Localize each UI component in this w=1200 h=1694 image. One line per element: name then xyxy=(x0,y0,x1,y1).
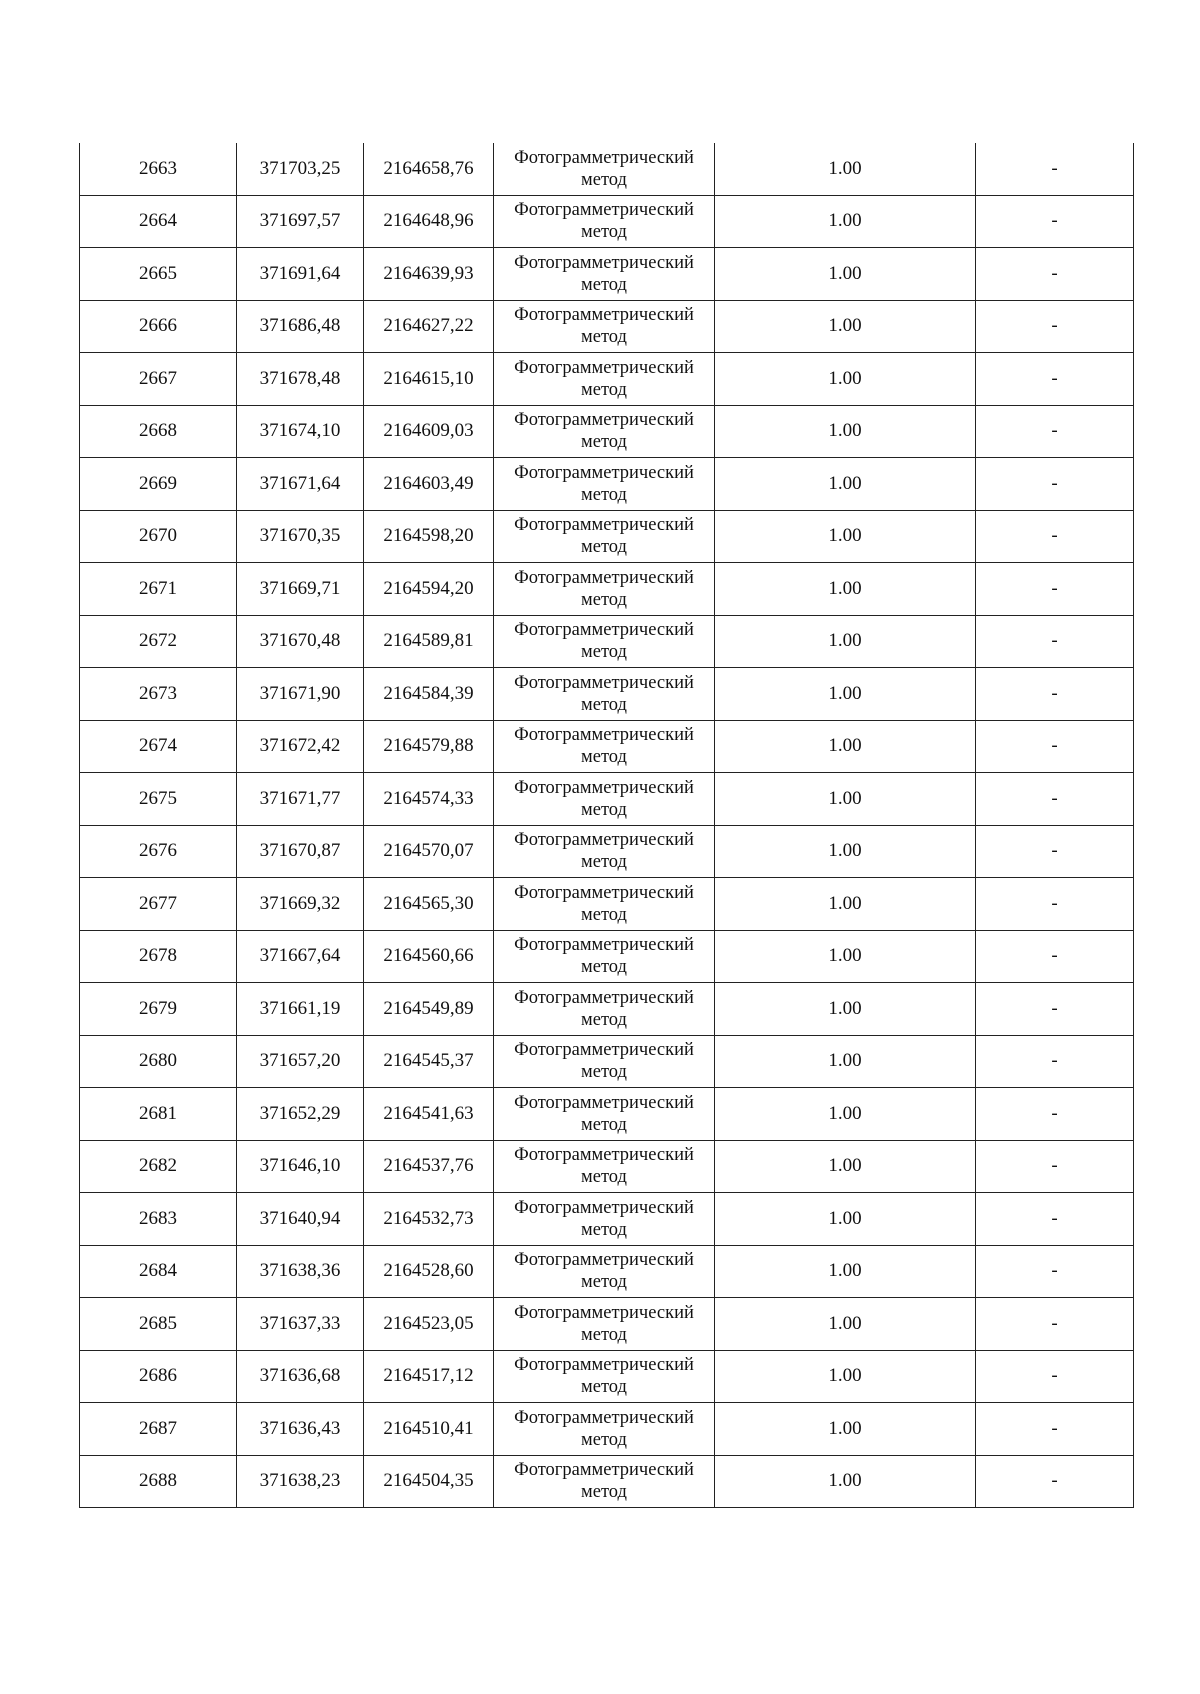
method-cell xyxy=(494,510,715,563)
y-coordinate-cell: 2164549,89 xyxy=(364,983,494,1036)
accuracy-cell: 1.00 xyxy=(715,300,976,353)
table-row xyxy=(80,195,1134,248)
point-number-cell: 2684 xyxy=(80,1245,237,1298)
method-text-line1: Фотограмметрический xyxy=(514,1460,694,1481)
table-row xyxy=(80,878,1134,931)
method-text-line2: метод xyxy=(581,274,627,295)
coordinates-table xyxy=(79,143,1134,1508)
method-text-line1: Фотограмметрический xyxy=(514,1407,694,1428)
y-coordinate-cell: 2164648,96 xyxy=(364,195,494,248)
x-coordinate-cell: 371686,48 xyxy=(237,300,364,353)
note-cell: - xyxy=(976,1245,1134,1298)
accuracy-cell: 1.00 xyxy=(715,1403,976,1456)
method-text-line1: Фотограмметрический xyxy=(514,462,694,483)
x-coordinate-cell: 371670,35 xyxy=(237,510,364,563)
accuracy-cell: 1.00 xyxy=(715,143,976,195)
x-coordinate-cell: 371657,20 xyxy=(237,1035,364,1088)
accuracy-cell: 1.00 xyxy=(715,825,976,878)
accuracy-cell: 1.00 xyxy=(715,1088,976,1141)
table-row xyxy=(80,668,1134,721)
method-text-line1: Фотограмметрический xyxy=(514,620,694,641)
table-row xyxy=(80,1403,1134,1456)
method-text-line1: Фотограмметрический xyxy=(514,1355,694,1376)
note-cell: - xyxy=(976,1298,1134,1351)
accuracy-cell: 1.00 xyxy=(715,668,976,721)
x-coordinate-cell: 371638,36 xyxy=(237,1245,364,1298)
x-coordinate-cell: 371671,77 xyxy=(237,773,364,826)
point-number-cell: 2673 xyxy=(80,668,237,721)
method-cell xyxy=(494,930,715,983)
table-row xyxy=(80,1140,1134,1193)
x-coordinate-cell: 371691,64 xyxy=(237,248,364,301)
point-number-cell: 2670 xyxy=(80,510,237,563)
note-cell: - xyxy=(976,143,1134,195)
y-coordinate-cell: 2164609,03 xyxy=(364,405,494,458)
accuracy-cell: 1.00 xyxy=(715,1140,976,1193)
note-cell: - xyxy=(976,563,1134,616)
point-number-cell: 2682 xyxy=(80,1140,237,1193)
point-number-cell: 2686 xyxy=(80,1350,237,1403)
method-text-line1: Фотограмметрический xyxy=(514,305,694,326)
x-coordinate-cell: 371671,64 xyxy=(237,458,364,511)
accuracy-cell: 1.00 xyxy=(715,878,976,931)
method-text-line1: Фотограмметрический xyxy=(514,1197,694,1218)
accuracy-cell: 1.00 xyxy=(715,510,976,563)
y-coordinate-cell: 2164584,39 xyxy=(364,668,494,721)
method-cell xyxy=(494,1350,715,1403)
method-cell xyxy=(494,1403,715,1456)
x-coordinate-cell: 371640,94 xyxy=(237,1193,364,1246)
method-text-line1: Фотограмметрический xyxy=(514,515,694,536)
y-coordinate-cell: 2164639,93 xyxy=(364,248,494,301)
accuracy-cell: 1.00 xyxy=(715,1350,976,1403)
method-cell xyxy=(494,825,715,878)
note-cell: - xyxy=(976,720,1134,773)
method-text-line2: метод xyxy=(581,1324,627,1345)
note-cell: - xyxy=(976,773,1134,826)
accuracy-cell: 1.00 xyxy=(715,1035,976,1088)
x-coordinate-cell: 371670,87 xyxy=(237,825,364,878)
accuracy-cell: 1.00 xyxy=(715,458,976,511)
point-number-cell: 2687 xyxy=(80,1403,237,1456)
y-coordinate-cell: 2164579,88 xyxy=(364,720,494,773)
note-cell: - xyxy=(976,930,1134,983)
table-row xyxy=(80,1193,1134,1246)
method-text-line1: Фотограмметрический xyxy=(514,935,694,956)
y-coordinate-cell: 2164523,05 xyxy=(364,1298,494,1351)
table-row xyxy=(80,615,1134,668)
table-row xyxy=(80,1035,1134,1088)
method-text-line2: метод xyxy=(581,1167,627,1188)
note-cell: - xyxy=(976,405,1134,458)
y-coordinate-cell: 2164658,76 xyxy=(364,143,494,195)
note-cell: - xyxy=(976,983,1134,1036)
point-number-cell: 2675 xyxy=(80,773,237,826)
method-cell xyxy=(494,1193,715,1246)
x-coordinate-cell: 371678,48 xyxy=(237,353,364,406)
method-text-line1: Фотограмметрический xyxy=(514,882,694,903)
method-text-line1: Фотограмметрический xyxy=(514,1040,694,1061)
y-coordinate-cell: 2164589,81 xyxy=(364,615,494,668)
method-cell xyxy=(494,878,715,931)
method-text-line1: Фотограмметрический xyxy=(514,830,694,851)
note-cell: - xyxy=(976,825,1134,878)
method-text-line2: метод xyxy=(581,1377,627,1398)
point-number-cell: 2664 xyxy=(80,195,237,248)
point-number-cell: 2685 xyxy=(80,1298,237,1351)
y-coordinate-cell: 2164504,35 xyxy=(364,1455,494,1508)
y-coordinate-cell: 2164565,30 xyxy=(364,878,494,931)
method-cell xyxy=(494,1140,715,1193)
accuracy-cell: 1.00 xyxy=(715,1455,976,1508)
x-coordinate-cell: 371670,48 xyxy=(237,615,364,668)
x-coordinate-cell: 371636,43 xyxy=(237,1403,364,1456)
x-coordinate-cell: 371636,68 xyxy=(237,1350,364,1403)
point-number-cell: 2677 xyxy=(80,878,237,931)
method-text-line2: метод xyxy=(581,642,627,663)
method-cell xyxy=(494,1245,715,1298)
accuracy-cell: 1.00 xyxy=(715,773,976,826)
method-text-line2: метод xyxy=(581,852,627,873)
point-number-cell: 2668 xyxy=(80,405,237,458)
table-row xyxy=(80,405,1134,458)
method-cell xyxy=(494,195,715,248)
accuracy-cell: 1.00 xyxy=(715,720,976,773)
note-cell: - xyxy=(976,248,1134,301)
table-row xyxy=(80,720,1134,773)
method-text-line2: метод xyxy=(581,747,627,768)
y-coordinate-cell: 2164545,37 xyxy=(364,1035,494,1088)
table-row xyxy=(80,1245,1134,1298)
method-text-line2: метод xyxy=(581,1272,627,1293)
x-coordinate-cell: 371638,23 xyxy=(237,1455,364,1508)
method-cell xyxy=(494,983,715,1036)
x-coordinate-cell: 371667,64 xyxy=(237,930,364,983)
method-cell xyxy=(494,300,715,353)
method-text-line1: Фотограмметрический xyxy=(514,357,694,378)
note-cell: - xyxy=(976,195,1134,248)
note-cell: - xyxy=(976,353,1134,406)
method-cell xyxy=(494,615,715,668)
note-cell: - xyxy=(976,1088,1134,1141)
method-text-line1: Фотограмметрический xyxy=(514,1250,694,1271)
method-cell xyxy=(494,1298,715,1351)
table-row xyxy=(80,510,1134,563)
y-coordinate-cell: 2164615,10 xyxy=(364,353,494,406)
method-cell xyxy=(494,668,715,721)
x-coordinate-cell: 371652,29 xyxy=(237,1088,364,1141)
x-coordinate-cell: 371674,10 xyxy=(237,405,364,458)
y-coordinate-cell: 2164528,60 xyxy=(364,1245,494,1298)
table-row xyxy=(80,353,1134,406)
accuracy-cell: 1.00 xyxy=(715,353,976,406)
method-text-line2: метод xyxy=(581,379,627,400)
table-row xyxy=(80,1350,1134,1403)
y-coordinate-cell: 2164598,20 xyxy=(364,510,494,563)
method-text-line2: метод xyxy=(581,1219,627,1240)
method-text-line2: метод xyxy=(581,1114,627,1135)
x-coordinate-cell: 371703,25 xyxy=(237,143,364,195)
method-cell xyxy=(494,563,715,616)
method-cell xyxy=(494,143,715,195)
method-cell xyxy=(494,1035,715,1088)
method-text-line2: метод xyxy=(581,694,627,715)
accuracy-cell: 1.00 xyxy=(715,1245,976,1298)
x-coordinate-cell: 371646,10 xyxy=(237,1140,364,1193)
table-row xyxy=(80,825,1134,878)
method-text-line2: метод xyxy=(581,904,627,925)
method-text-line2: метод xyxy=(581,1009,627,1030)
note-cell: - xyxy=(976,615,1134,668)
accuracy-cell: 1.00 xyxy=(715,248,976,301)
method-text-line1: Фотограмметрический xyxy=(514,1092,694,1113)
table-row xyxy=(80,458,1134,511)
accuracy-cell: 1.00 xyxy=(715,563,976,616)
y-coordinate-cell: 2164510,41 xyxy=(364,1403,494,1456)
method-text-line1: Фотограмметрический xyxy=(514,777,694,798)
coordinates-table-body xyxy=(80,143,1134,1508)
method-text-line1: Фотограмметрический xyxy=(514,672,694,693)
point-number-cell: 2667 xyxy=(80,353,237,406)
method-cell xyxy=(494,1455,715,1508)
y-coordinate-cell: 2164537,76 xyxy=(364,1140,494,1193)
method-text-line1: Фотограмметрический xyxy=(514,1145,694,1166)
x-coordinate-cell: 371637,33 xyxy=(237,1298,364,1351)
method-text-line2: метод xyxy=(581,1482,627,1503)
point-number-cell: 2669 xyxy=(80,458,237,511)
method-text-line1: Фотограмметрический xyxy=(514,725,694,746)
x-coordinate-cell: 371669,71 xyxy=(237,563,364,616)
method-cell xyxy=(494,720,715,773)
y-coordinate-cell: 2164517,12 xyxy=(364,1350,494,1403)
point-number-cell: 2681 xyxy=(80,1088,237,1141)
method-text-line1: Фотограмметрический xyxy=(514,200,694,221)
table-row xyxy=(80,1088,1134,1141)
method-text-line2: метод xyxy=(581,222,627,243)
accuracy-cell: 1.00 xyxy=(715,930,976,983)
accuracy-cell: 1.00 xyxy=(715,615,976,668)
note-cell: - xyxy=(976,1455,1134,1508)
table-row xyxy=(80,1298,1134,1351)
method-text-line2: метод xyxy=(581,169,627,190)
y-coordinate-cell: 2164570,07 xyxy=(364,825,494,878)
method-text-line2: метод xyxy=(581,589,627,610)
method-cell xyxy=(494,1088,715,1141)
note-cell: - xyxy=(976,1193,1134,1246)
note-cell: - xyxy=(976,510,1134,563)
point-number-cell: 2672 xyxy=(80,615,237,668)
table-row xyxy=(80,930,1134,983)
y-coordinate-cell: 2164532,73 xyxy=(364,1193,494,1246)
table-row xyxy=(80,773,1134,826)
y-coordinate-cell: 2164594,20 xyxy=(364,563,494,616)
method-text-line1: Фотограмметрический xyxy=(514,567,694,588)
point-number-cell: 2683 xyxy=(80,1193,237,1246)
accuracy-cell: 1.00 xyxy=(715,1193,976,1246)
note-cell: - xyxy=(976,878,1134,931)
table-row xyxy=(80,983,1134,1036)
method-text-line2: метод xyxy=(581,957,627,978)
note-cell: - xyxy=(976,1140,1134,1193)
coordinates-table-container xyxy=(79,143,1133,1508)
method-text-line2: метод xyxy=(581,327,627,348)
accuracy-cell: 1.00 xyxy=(715,405,976,458)
note-cell: - xyxy=(976,668,1134,721)
method-text-line2: метод xyxy=(581,432,627,453)
point-number-cell: 2671 xyxy=(80,563,237,616)
point-number-cell: 2674 xyxy=(80,720,237,773)
accuracy-cell: 1.00 xyxy=(715,195,976,248)
note-cell: - xyxy=(976,458,1134,511)
method-text-line1: Фотограмметрический xyxy=(514,987,694,1008)
method-text-line1: Фотограмметрический xyxy=(514,147,694,168)
method-cell xyxy=(494,773,715,826)
x-coordinate-cell: 371661,19 xyxy=(237,983,364,1036)
y-coordinate-cell: 2164574,33 xyxy=(364,773,494,826)
note-cell: - xyxy=(976,300,1134,353)
method-text-line2: метод xyxy=(581,484,627,505)
table-row xyxy=(80,1455,1134,1508)
method-text-line2: метод xyxy=(581,1429,627,1450)
point-number-cell: 2666 xyxy=(80,300,237,353)
note-cell: - xyxy=(976,1403,1134,1456)
method-text-line2: метод xyxy=(581,537,627,558)
table-row xyxy=(80,300,1134,353)
method-text-line2: метод xyxy=(581,799,627,820)
point-number-cell: 2679 xyxy=(80,983,237,1036)
point-number-cell: 2678 xyxy=(80,930,237,983)
method-text-line2: метод xyxy=(581,1062,627,1083)
x-coordinate-cell: 371669,32 xyxy=(237,878,364,931)
point-number-cell: 2680 xyxy=(80,1035,237,1088)
accuracy-cell: 1.00 xyxy=(715,1298,976,1351)
point-number-cell: 2688 xyxy=(80,1455,237,1508)
method-text-line1: Фотограмметрический xyxy=(514,1302,694,1323)
method-cell xyxy=(494,405,715,458)
point-number-cell: 2663 xyxy=(80,143,237,195)
y-coordinate-cell: 2164603,49 xyxy=(364,458,494,511)
note-cell: - xyxy=(976,1350,1134,1403)
point-number-cell: 2676 xyxy=(80,825,237,878)
table-row xyxy=(80,248,1134,301)
table-row xyxy=(80,563,1134,616)
method-cell xyxy=(494,353,715,406)
method-cell xyxy=(494,248,715,301)
note-cell: - xyxy=(976,1035,1134,1088)
point-number-cell: 2665 xyxy=(80,248,237,301)
y-coordinate-cell: 2164627,22 xyxy=(364,300,494,353)
y-coordinate-cell: 2164560,66 xyxy=(364,930,494,983)
accuracy-cell: 1.00 xyxy=(715,983,976,1036)
method-cell xyxy=(494,458,715,511)
table-row xyxy=(80,143,1134,195)
method-text-line1: Фотограмметрический xyxy=(514,410,694,431)
x-coordinate-cell: 371672,42 xyxy=(237,720,364,773)
y-coordinate-cell: 2164541,63 xyxy=(364,1088,494,1141)
x-coordinate-cell: 371697,57 xyxy=(237,195,364,248)
x-coordinate-cell: 371671,90 xyxy=(237,668,364,721)
method-text-line1: Фотограмметрический xyxy=(514,252,694,273)
